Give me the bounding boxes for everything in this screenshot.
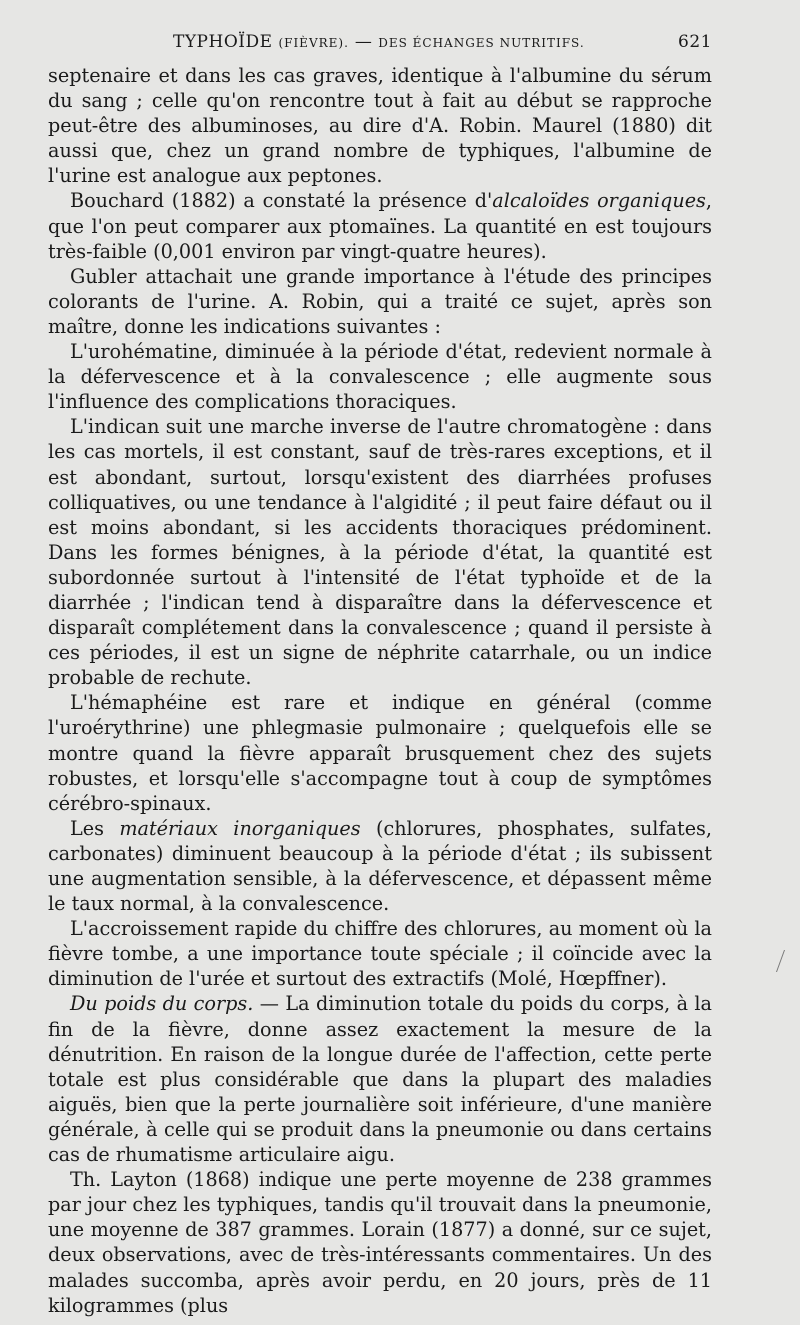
paragraph-6: L'hémaphéine est rare et indique en général (comme l'uroérythrine) une phlegmasie pulmonaire ; quelquefois elle se montre quand la fièvre apparaît brusquement chez des sujets robustes, et lorsqu'elle s'accompagne tout à coup de symptômes cérébro-spinaux. <box>48 691 712 815</box>
paragraph-1: septenaire et dans les cas graves, identique à l'albumine du sérum du sang ; celle qu'on rencontre tout à fait au début se rapproche peut-être des albuminoses, au dire d'A. Robin. Maurel (1880) dit aussi que, chez un grand nombre de typhiques, l'albumine de l'urine est analogue aux peptones. <box>48 64 712 188</box>
paragraph-3: Gubler attachait une grande importance à l'étude des principes colorants de l'urine. A. Robin, qui a traité ce sujet, après son maître, donne les indications suivantes : <box>48 264 712 338</box>
paragraph-9 <box>48 991 712 1167</box>
paragraph-7-pre: Les <box>70 816 120 840</box>
margin-pencil-mark <box>776 950 788 972</box>
paragraph-5: L'indican suit une marche inverse de l'autre chromatogène : dans les cas mortels, il est constant, sauf de très-rares exceptions, et il est abondant, surtout, lorsqu'existent des diarrhées profuses colliquatives, ou une tendance à l'algidité ; il peut faire défaut ou il est moins abondant, si les accidents thoraciques prédominent. Dans les formes bénignes, à la période d'état, la quantité est subordonnée surtout à l'intensité de l'état typhoïde et de la diarrhée ; l'indican tend à disparaître dans la défervescence et disparaît complétement dans la convalescence ; quand il persiste à ces périodes, il est un signe de néphrite catarrhale, ou un indice probable de rechute. <box>48 415 712 690</box>
header-title-paren: (FIÈVRE). <box>278 36 349 50</box>
paragraph-7 <box>48 816 712 916</box>
paragraph-10: Th. Layton (1868) indique une perte moyenne de 238 grammes par jour chez les typhiques, tandis qu'il trouvait dans la pneumonie, une moyenne de 387 grammes. Lorain (1877) a donné, sur ce sujet, deux observations, avec de très-intéressants commentaires. Un des malades succomba, après avoir perdu, en 20 jours, près de 11 kilogrammes (plus <box>48 1168 712 1317</box>
header-section: DES ÉCHANGES NUTRITIFS. <box>378 36 585 50</box>
header-dash: — <box>354 32 373 52</box>
paragraph-2-pre: Bouchard (1882) a constaté la présence d' <box>70 189 493 213</box>
paragraph-9-italic: Du poids du corps. <box>70 992 254 1016</box>
paragraph-8: L'accroissement rapide du chiffre des chlorures, au moment où la fièvre tombe, a une importance toute spéciale ; il coïncide avec la diminution de l'urée et surtout des extractifs (Molé, Hœpffner). <box>48 917 712 991</box>
paragraph-4: L'urohématine, diminuée à la période d'état, redevient normale à la défervescence et à la convalescence ; elle augmente sous l'influence des complications thoraciques. <box>48 340 712 414</box>
header-title-main: TYPHOÏDE <box>173 32 273 52</box>
paragraph-2-italic: alcaloïdes organiques <box>492 189 706 213</box>
body-text <box>48 63 712 1318</box>
paragraph-2-post: , que l'on peut comparer aux ptomaïnes. La quantité en est toujours très-faible (0,001 environ par vingt-quatre heures). <box>48 189 713 263</box>
running-header <box>48 30 712 60</box>
header-title <box>173 32 585 52</box>
paragraph-7-post: (chlorures, phosphates, sulfates, carbonates) diminuent beaucoup à la période d'état ; ils subissent une augmentation sensible, à la défervescence, et dépassent même le taux normal, à la convalescence. <box>48 816 712 916</box>
paragraph-7-italic: matériaux inorganiques <box>119 816 361 840</box>
paragraph-2 <box>48 188 712 263</box>
page-number: 621 <box>678 32 712 52</box>
paragraph-9-post: — La diminution totale du poids du corps, à la fin de la fièvre, donne assez exactement la mesure de la dénutrition. En raison de la longue durée de l'affection, cette perte totale est plus considérable que dans la plupart des maladies aiguës, bien que la perte journalière soit inférieure, d'une manière générale, à celle qui se produit dans la pneumonie ou dans certains cas de rhumatisme articulaire aigu. <box>48 992 712 1167</box>
